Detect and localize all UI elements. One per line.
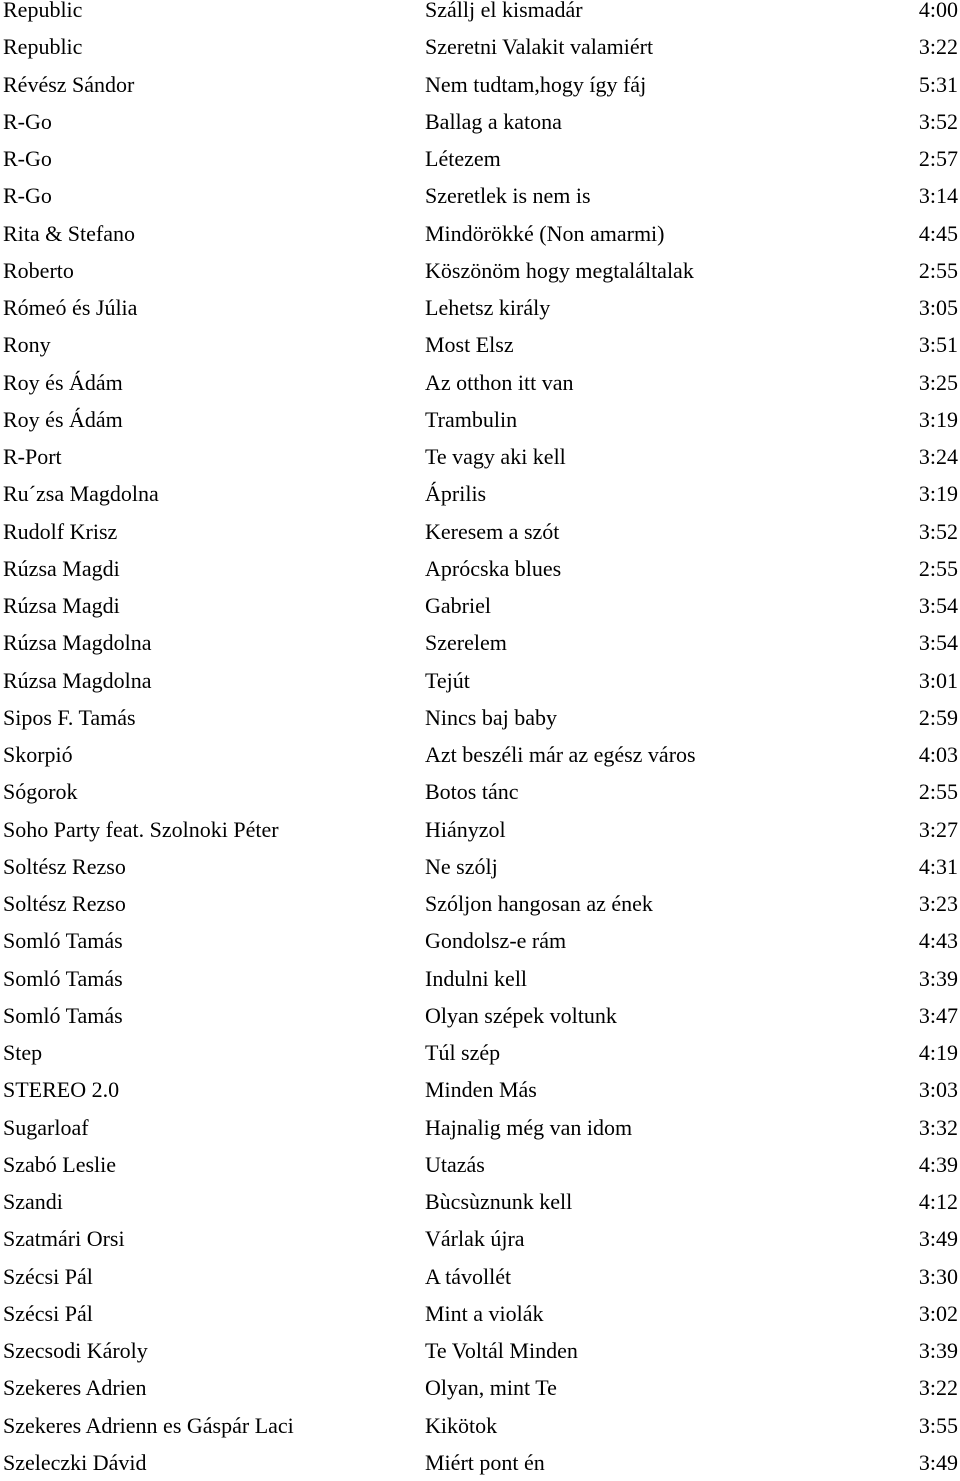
song-row	[0, 66, 960, 103]
song-row	[0, 103, 960, 140]
artist-name: Somló Tamás	[3, 1002, 123, 1028]
song-duration: 4:31	[918, 853, 958, 879]
song-row	[0, 1220, 960, 1257]
song-duration: 3:54	[918, 630, 958, 656]
song-duration: 3:24	[918, 444, 958, 469]
song-row	[0, 475, 960, 512]
song-title: Létezem	[425, 146, 501, 171]
artist-name: Rúzsa Magdolna	[3, 667, 152, 693]
artist-name: Rúzsa Magdi	[3, 593, 120, 618]
song-row	[0, 401, 960, 438]
song-row	[0, 550, 960, 587]
song-row	[0, 1295, 960, 1332]
song-title: Trambulin	[425, 406, 518, 432]
song-row	[0, 587, 960, 624]
artist-name: Szekeres Adrienn es Gáspár Laci	[3, 1412, 294, 1438]
song-title: Kikötok	[425, 1412, 498, 1438]
artist-name: Szeleczki Dávid	[3, 1449, 147, 1475]
song-row	[0, 1034, 960, 1071]
artist-name: Sógorok	[3, 779, 78, 805]
song-duration: 4:03	[918, 742, 958, 767]
artist-name: R-Port	[3, 444, 62, 469]
song-row	[0, 1332, 960, 1369]
artist-name: Republic	[3, 0, 83, 22]
song-row	[0, 289, 960, 326]
song-duration: 3:39	[918, 1338, 958, 1363]
song-title: Minden Más	[425, 1077, 537, 1103]
artist-name: Somló Tamás	[3, 965, 123, 991]
song-duration: 3:14	[918, 183, 958, 209]
song-title: Gondolsz-e rám	[425, 928, 567, 954]
artist-name: Ru´zsa Magdolna	[3, 481, 159, 507]
artist-name: Rudolf Krisz	[3, 518, 118, 544]
song-title: Olyan, mint Te	[425, 1375, 557, 1401]
song-duration: 2:55	[918, 257, 958, 283]
artist-name: Rómeó és Júlia	[3, 295, 138, 320]
song-duration: 3:30	[918, 1263, 958, 1289]
artist-name: Sipos F. Tamás	[3, 704, 136, 730]
artist-name: Szécsi Pál	[3, 1300, 93, 1326]
song-duration: 4:45	[918, 220, 958, 246]
song-duration: 3:01	[918, 667, 958, 693]
song-duration: 3:54	[918, 593, 958, 618]
song-duration: 3:22	[918, 1375, 958, 1401]
song-title: Lehetsz király	[425, 295, 551, 320]
song-row	[0, 848, 960, 885]
song-duration: 3:03	[918, 1077, 958, 1103]
song-title: Te vagy aki kell	[425, 444, 566, 469]
artist-name: Roy és Ádám	[3, 369, 123, 395]
song-duration: 3:05	[918, 295, 958, 320]
song-duration: 3:52	[918, 518, 958, 544]
song-title: Szeretlek is nem is	[425, 183, 591, 209]
song-title: Szóljon hangosan az ének	[425, 891, 653, 916]
song-row	[0, 885, 960, 922]
song-duration: 4:12	[918, 1189, 958, 1214]
song-title: Most Elsz	[425, 332, 514, 358]
song-duration: 3:49	[918, 1449, 958, 1475]
song-title: Április	[425, 481, 487, 507]
song-row	[0, 0, 960, 28]
song-row	[0, 811, 960, 848]
artist-name: Soltész Rezso	[3, 891, 126, 916]
song-row	[0, 1183, 960, 1220]
song-row	[0, 215, 960, 252]
song-row	[0, 364, 960, 401]
song-duration: 5:31	[918, 71, 958, 97]
artist-name: Soltész Rezso	[3, 853, 126, 879]
song-row	[0, 736, 960, 773]
song-title: Hajnalig még van idom	[425, 1114, 633, 1140]
song-duration: 3:39	[918, 965, 958, 991]
song-duration: 3:25	[918, 369, 958, 395]
song-duration: 3:19	[918, 481, 958, 507]
song-title: Azt beszéli már az egész város	[425, 742, 696, 767]
song-duration: 3:51	[918, 332, 958, 358]
song-row	[0, 1407, 960, 1444]
song-title: A távollét	[425, 1263, 512, 1289]
artist-name: Szécsi Pál	[3, 1263, 93, 1289]
song-title: Te Voltál Minden	[425, 1338, 578, 1363]
song-row	[0, 922, 960, 959]
song-row	[0, 1071, 960, 1108]
song-title: Nincs baj baby	[425, 704, 557, 730]
artist-name: Step	[3, 1040, 43, 1065]
song-row	[0, 1146, 960, 1183]
song-duration: 2:59	[918, 704, 958, 730]
artist-name: Somló Tamás	[3, 928, 123, 954]
song-duration: 3:19	[918, 406, 958, 432]
song-title: Utazás	[425, 1151, 485, 1177]
song-duration: 3:55	[918, 1412, 958, 1438]
artist-name: STEREO 2.0	[3, 1077, 120, 1103]
artist-name: R-Go	[3, 108, 52, 134]
song-duration: 3:49	[918, 1226, 958, 1252]
song-title: Szeretni Valakit valamiért	[425, 34, 654, 60]
song-title: Botos tánc	[425, 779, 519, 805]
song-title: Aprócska blues	[425, 555, 562, 581]
song-row	[0, 1444, 960, 1481]
song-row	[0, 1258, 960, 1295]
song-duration: 3:32	[918, 1114, 958, 1140]
song-title: Szerelem	[425, 630, 507, 656]
song-title: Várlak újra	[425, 1226, 525, 1252]
song-row	[0, 1109, 960, 1146]
artist-name: Skorpió	[3, 742, 73, 767]
song-title: Szállj el kismadár	[425, 0, 583, 22]
artist-name: Rita & Stefano	[3, 220, 135, 246]
song-title: Hiányzol	[425, 816, 506, 842]
song-title: Miért pont én	[425, 1449, 545, 1475]
song-duration: 4:39	[918, 1151, 958, 1177]
artist-name: Szecsodi Károly	[3, 1338, 148, 1363]
artist-name: Republic	[3, 34, 83, 60]
song-row	[0, 997, 960, 1034]
song-row	[0, 438, 960, 475]
song-row	[0, 699, 960, 736]
song-duration: 3:52	[918, 108, 958, 134]
artist-name: Soho Party feat. Szolnoki Péter	[3, 816, 279, 842]
song-title: Mint a violák	[425, 1300, 544, 1326]
artist-name: Szandi	[3, 1189, 63, 1214]
song-row	[0, 773, 960, 810]
song-duration: 3:23	[918, 891, 958, 916]
artist-name: Roberto	[3, 257, 74, 283]
song-row	[0, 1369, 960, 1406]
song-title: Tejút	[425, 667, 470, 693]
artist-name: Rúzsa Magdi	[3, 555, 120, 581]
song-title: Indulni kell	[425, 965, 528, 991]
song-row	[0, 960, 960, 997]
artist-name: Révész Sándor	[3, 71, 135, 97]
song-row	[0, 662, 960, 699]
song-title: Gabriel	[425, 593, 491, 618]
artist-name: Sugarloaf	[3, 1114, 89, 1140]
song-duration: 2:55	[918, 779, 958, 805]
song-duration: 4:19	[918, 1040, 958, 1065]
artist-name: Roy és Ádám	[3, 406, 123, 432]
song-duration: 3:02	[918, 1300, 958, 1326]
song-duration: 4:43	[918, 928, 958, 954]
song-title: Nem tudtam,hogy így fáj	[425, 71, 647, 97]
song-title: Ne szólj	[425, 853, 498, 879]
artist-name: Szabó Leslie	[3, 1151, 117, 1177]
artist-name: Szekeres Adrien	[3, 1375, 147, 1401]
song-title: Keresem a szót	[425, 518, 560, 544]
song-duration: 2:57	[918, 146, 958, 171]
song-duration: 3:22	[918, 34, 958, 60]
song-duration: 2:55	[918, 555, 958, 581]
song-title: Ballag a katona	[425, 108, 562, 134]
song-title: Mindörökké (Non amarmi)	[425, 220, 665, 246]
song-title: Az otthon itt van	[425, 369, 574, 395]
song-title: Bùcsùznunk kell	[425, 1189, 573, 1214]
song-duration: 4:00	[918, 0, 958, 22]
song-title: Olyan szépek voltunk	[425, 1002, 617, 1028]
song-row	[0, 177, 960, 214]
song-row	[0, 140, 960, 177]
artist-name: Rony	[3, 332, 51, 358]
song-title: Túl szép	[425, 1040, 501, 1065]
song-row	[0, 252, 960, 289]
artist-name: R-Go	[3, 146, 52, 171]
song-duration: 3:27	[918, 816, 958, 842]
song-row	[0, 28, 960, 65]
song-row	[0, 513, 960, 550]
song-row	[0, 624, 960, 661]
song-duration: 3:47	[918, 1002, 958, 1028]
artist-name: R-Go	[3, 183, 52, 209]
artist-name: Rúzsa Magdolna	[3, 630, 152, 656]
song-row	[0, 326, 960, 363]
song-title: Köszönöm hogy megtaláltalak	[425, 257, 694, 283]
artist-name: Szatmári Orsi	[3, 1226, 125, 1252]
